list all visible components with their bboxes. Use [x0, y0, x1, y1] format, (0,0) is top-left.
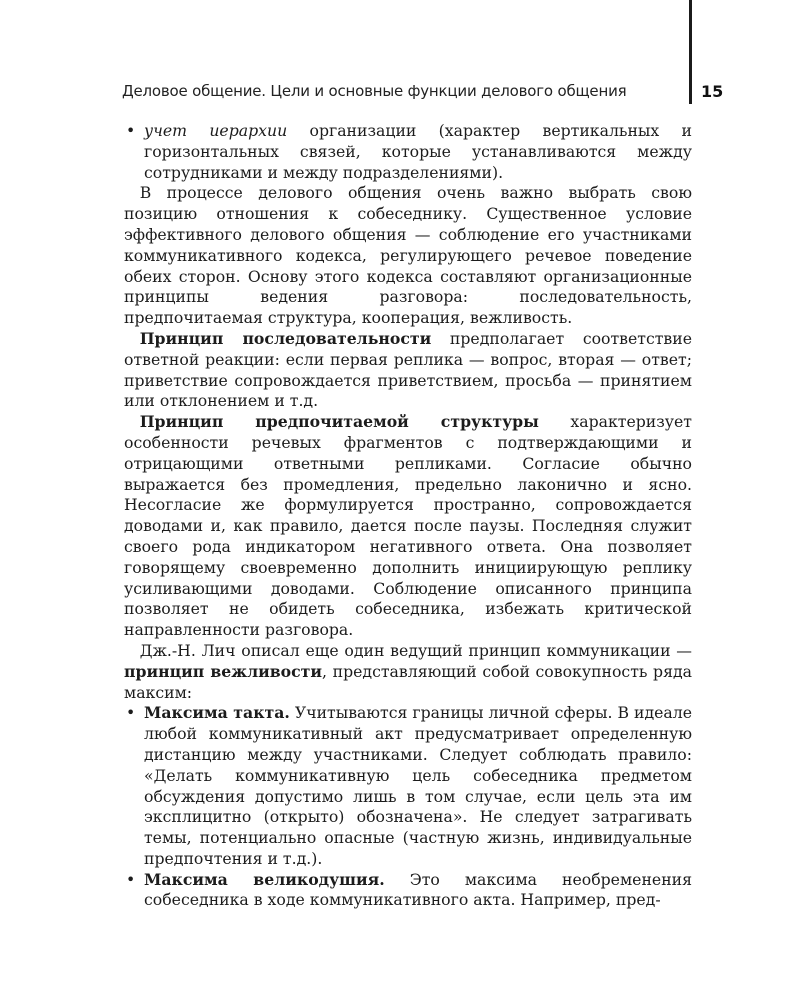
structure-principle-term: Принцип предпочитаемой структуры [139, 412, 539, 432]
paragraph-sequence-principle [124, 329, 692, 412]
list-item-hierarchy [124, 121, 692, 183]
sequence-principle-text: предполагает соответствие ответной реакции: если первая реплика — вопрос, вторая — ответ; приветствие сопровождается приветствием, просьба — принятием или отклонением и т.д. [124, 328, 692, 411]
page-body [124, 121, 692, 911]
bullet-glyph: • [126, 869, 136, 889]
paragraph-structure-principle [124, 412, 692, 641]
sequence-principle-term: Принцип последовательности [139, 328, 432, 348]
maxims-list [124, 703, 692, 911]
tact-maxim-text: Учитываются границы личной сферы. В идеале любой коммуникативный акт предусматривает определенную дистанцию между участниками. Следует соблюдать правило: «Делать коммуникативную цель собеседника предметом обсуждения допустимо лишь в том случае, если цель эта им эксплицитно (открыто) обозначена». Не следует затрагивать темы, потенциально опасные (частную жизнь, индивидуальные предпочтения и т.д.). [144, 703, 692, 868]
tact-maxim-term: Максима такта. [144, 703, 290, 723]
hierarchy-text: организации (характер вертикальных и горизонтальных связей, которые устанавливаются между сотрудниками и между подразделениями). [144, 121, 692, 182]
paragraph-position: В процессе делового общения очень важно выбрать свою позицию отношения к собеседнику. Существенное условие эффективного делового общения — соблюдение его участниками коммуникативного кодекса, регулирующего речевое поведение обеих сторон. Основу этого кодекса составляют организационные принципы ведения разговора: последовательность, предпочитаемая структура, кооперация, вежливость. [124, 183, 692, 328]
list-item-tact-maxim [124, 703, 692, 869]
leech-text-before: Дж.-Н. Лич описал еще один ведущий принцип коммуникации — [139, 640, 692, 660]
list-item-generosity-maxim [124, 870, 692, 912]
generosity-maxim-text: Это максима необременения собеседника в ходе коммуникативного акта. Например, пред- [144, 869, 693, 910]
page-number: 15 [701, 82, 724, 101]
generosity-maxim-term: Максима великодушия. [144, 869, 385, 889]
bullet-glyph: • [126, 703, 136, 723]
hierarchy-list [124, 121, 692, 183]
paragraph-leech [124, 641, 692, 703]
politeness-principle-term: принцип вежливости [124, 661, 323, 681]
hierarchy-term: учет иерархии [144, 121, 288, 140]
header-vertical-rule [689, 0, 692, 104]
leech-text-after: , представляющий собой совокупность ряда максим: [124, 661, 692, 702]
bullet-glyph: • [126, 121, 136, 140]
structure-principle-text: характеризует особенности речевых фрагментов с подтверждающими и отрицающими ответными репликами. Согласие обычно выражается без промедления, предельно лаконично и ясно. Несогласие же формулируется пространно, сопровождается доводами и, как правило, дается после паузы. Последняя служит своего рода индикатором негативного ответа. Она позволяет говорящему своевременно дополнить инициирующую реплику усиливающими доводами. Соблюдение описанного принципа позволяет не обидеть собеседника, избежать критической направленности разговора. [124, 412, 692, 640]
running-title: Деловое общение. Цели и основные функции делового общения [122, 82, 627, 100]
